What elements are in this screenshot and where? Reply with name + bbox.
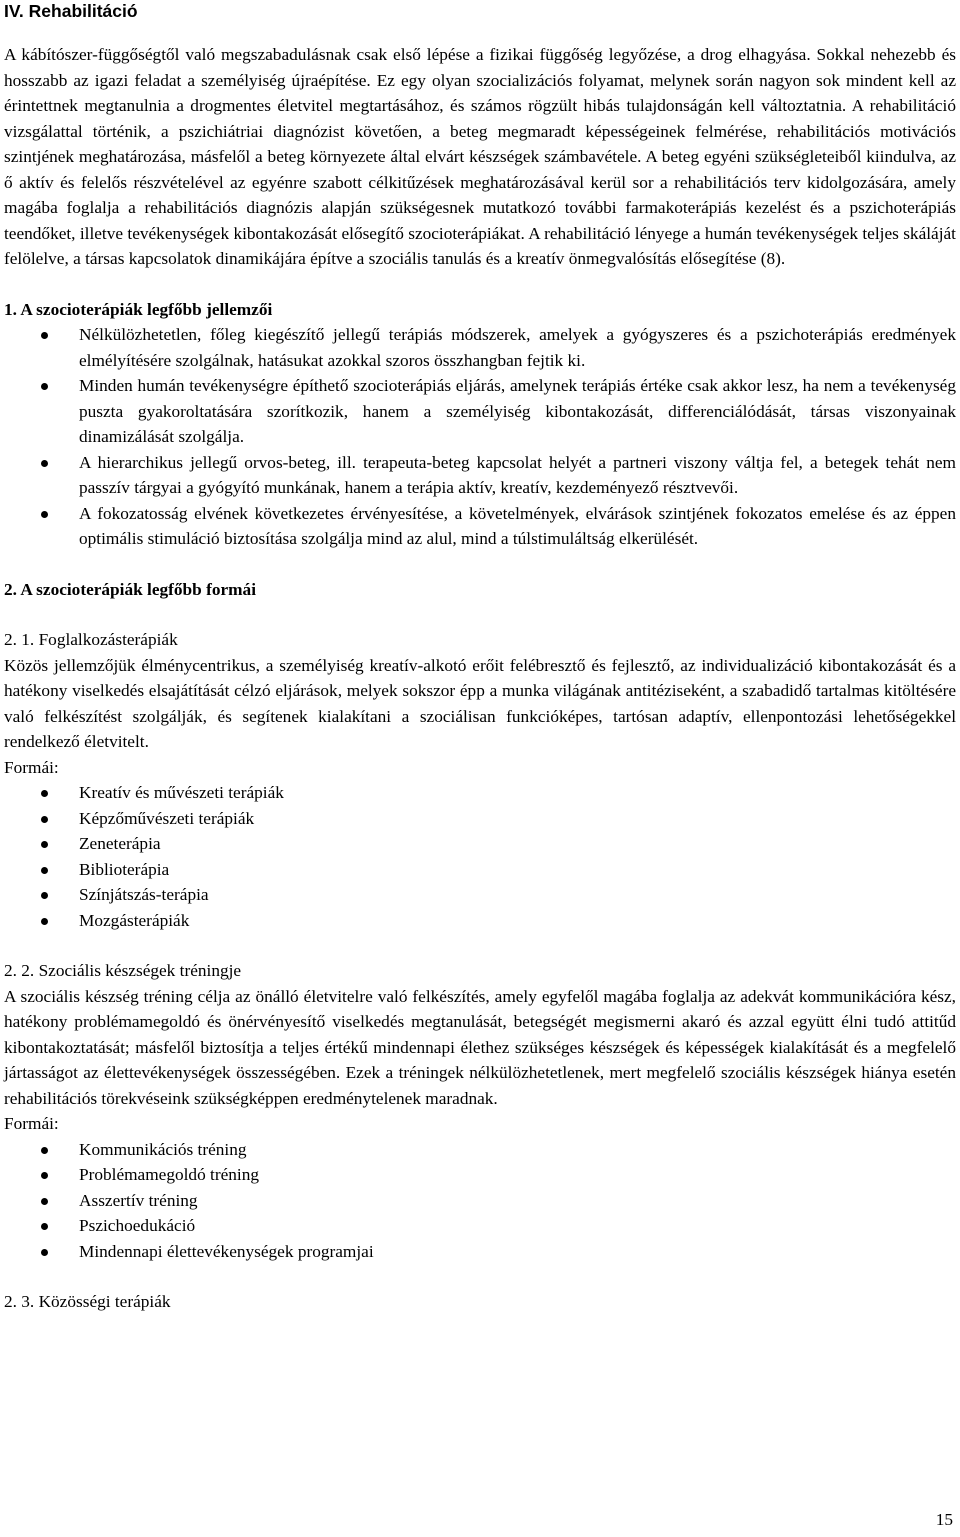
section1-heading: 1. A szocioterápiák legfőbb jellemzői [4,299,273,319]
bullet-icon [41,1147,48,1154]
subsection-2-1-paragraph: Közös jellemzőjük élménycentrikus, a személyiség kreatív-alkotó erőit felébresztő és fejlesztő, az individualizáció kibontakozását és a hatékony viselkedés elsajátítását célzó eljárások, melyek sokszor épp a munka világának antitéziseként, a szabadidő tartalmas kitöltésére való felkészítést szolgálják, és segítenek kialakítani a szociálisan funkcióképes, tartósan adaptív, ellenpontozási lehetőségekkel rendelkező életvitelt. [4,655,956,751]
subsection-2-3-title: 2. 3. Közösségi terápiák [4,1292,171,1311]
bullet-icon [41,1223,48,1230]
section1-bullet-list [4,322,956,552]
list-item [4,882,956,908]
list-item-text: Biblioterápia [79,859,170,879]
list-item-text: Nélkülözhetetlen, főleg kiegészítő jellegű terápiás módszerek, amelyek a gyógyszeres és a pszichoterápiás eredmények elmélyítésére szolgálnak, hatásukat azokkal szoros összhangban fejtik ki. [79,325,956,370]
bullet-icon [41,1198,48,1205]
list-item-text: Minden humán tevékenységre építhető szocioterápiás eljárás, amelynek terápiás értéke csak akkor lesz, ha nem a tevékenység puszta gyakoroltatására szorítkozik, hanem a személyiség kibontakozását, differenciálódását, társas viszonyainak dinamizálását szolgálja. [79,376,956,446]
bullet-icon [41,383,48,390]
list-item [4,780,956,806]
list-item-text: Mindennapi élettevékenységek programjai [79,1241,374,1261]
list-item-text: Képzőművészeti terápiák [79,808,255,828]
list-item [4,806,956,832]
list-item-text: A fokozatosság elvének következetes érvényesítése, a követelmények, elvárások szintjének fokozatos emelése és az éppen optimális stimuláció biztosítása szolgálja mind az alul, mind a túlstimuláltság elkerülését. [79,503,956,548]
subsection-2-1-title: 2. 1. Foglalkozásterápiák [4,630,178,649]
list-item-text: Kommunikációs tréning [79,1139,247,1159]
list-item-text: Színjátszás-terápia [79,885,209,904]
list-item-text: Asszertív tréning [79,1190,198,1210]
bullet-icon [41,892,48,899]
intro-paragraph: A kábítószer-függőségtől való megszabadulásnak csak első lépése a fizikai függőség legyőzése, a drog elhagyása. Sokkal nehezebb és hosszabb az igazi feladat a személyiség újraépítése. Ez egy olyan szocializációs folyamat, melynek során nagyon sok mindent kell az érintettnek megtanulnia a drogmentes életvitel megtartásához, és számos rögzült hibás tulajdonságán kell változtatnia. A rehabilitáció vizsgálattal történik, a pszichiátriai diagnózist követően, a beteg megmaradt képességeinek felmérése, rehabilitációs motivációs szintjének meghatározása, másfelől a beteg környezete által elvárt készségek számbavétele. A beteg egyéni szükségleteiből kiindulva, az ő aktív és felelős részvételével az egyénre szabott célkitűzések meghatározásával kerül sor a rehabilitációs terv kidolgozására, amely magába foglalja a rehabilitációs diagnózis alapján szükségesnek mutatkozó további farmakoterápiás kezelést és a pszichoterápiás teendőket, illetve tevékenységek kibontakozását elősegítő szocioterápiákat. A rehabilitáció lényege a humán tevékenységek teljes skáláját felölelve, a társas kapcsolatok dinamikájára építve a szociális tanulás és a kreatív önmegvalósítás elősegítése (8). [4,45,956,268]
bullet-icon [41,790,48,797]
subsection-2-1-forms-label: Formái: [4,757,59,777]
bullet-icon [41,511,48,518]
subsection-2-2-title: 2. 2. Szociális készségek tréningje [4,961,242,980]
list-item-text: Kreatív és művészeti terápiák [79,783,284,802]
list-item-text: Mozgásterápiák [79,910,190,930]
bullet-icon [41,1172,48,1179]
document-page [4,0,956,1315]
list-item [4,373,956,450]
bullet-icon [41,867,48,874]
list-item [4,450,956,501]
page-number: 15 [935,1510,953,1529]
chapter-title: IV. Rehabilitáció [4,1,138,21]
list-item [4,1162,956,1188]
subsection-2-1-forms-list [4,780,956,933]
list-item-text: Zeneterápia [79,834,161,853]
bullet-icon [41,816,48,823]
bullet-icon [41,918,48,925]
subsection-2-2-forms-list [4,1137,956,1265]
list-item [4,1213,956,1239]
bullet-icon [41,841,48,848]
list-item-text: Problémamegoldó tréning [79,1165,259,1184]
list-item [4,1188,956,1214]
bullet-icon [41,1249,48,1256]
list-item [4,1239,956,1265]
list-item-text: A hierarchikus jellegű orvos-beteg, ill. terapeuta-beteg kapcsolat helyét a partneri viszony váltja fel, a betegek tehát nem passzív tárgyai a gyógyító munkának, hanem a terápia aktív, kreatív, kezdeményező résztvevői. [79,452,956,497]
bullet-icon [41,332,48,339]
subsection-2-2-paragraph: A szociális készség tréning célja az önálló életvitelre való felkészítés, amely egyfelől magába foglalja az adekvát kommunikációra kész, hatékony problémamegoldó és önérvényesítő viselkedés megtanulását, betegségét megismerni akaró és azzal együtt élni tudó attitűd kibontakoztatását; másfelől biztosítja a teljes értékű mindennapi élethez szükséges készségek és képességek kialakítását és a megfelelő jártasságot az élettevékenységek összességében. Ezek a tréningek nélkülözhetetlenek, mert megfelelő szociális készségek hiánya esetén rehabilitációs törekvéseink szükségképpen eredménytelenek maradnak. [4,986,956,1108]
list-item [4,857,956,883]
subsection-2-2-forms-label: Formái: [4,1114,59,1133]
list-item-text: Pszichoedukáció [79,1216,196,1235]
list-item [4,322,956,373]
section2-heading: 2. A szocioterápiák legfőbb formái [4,579,256,599]
list-item [4,831,956,857]
bullet-icon [41,460,48,467]
list-item [4,1137,956,1163]
list-item [4,908,956,934]
list-item [4,501,956,552]
